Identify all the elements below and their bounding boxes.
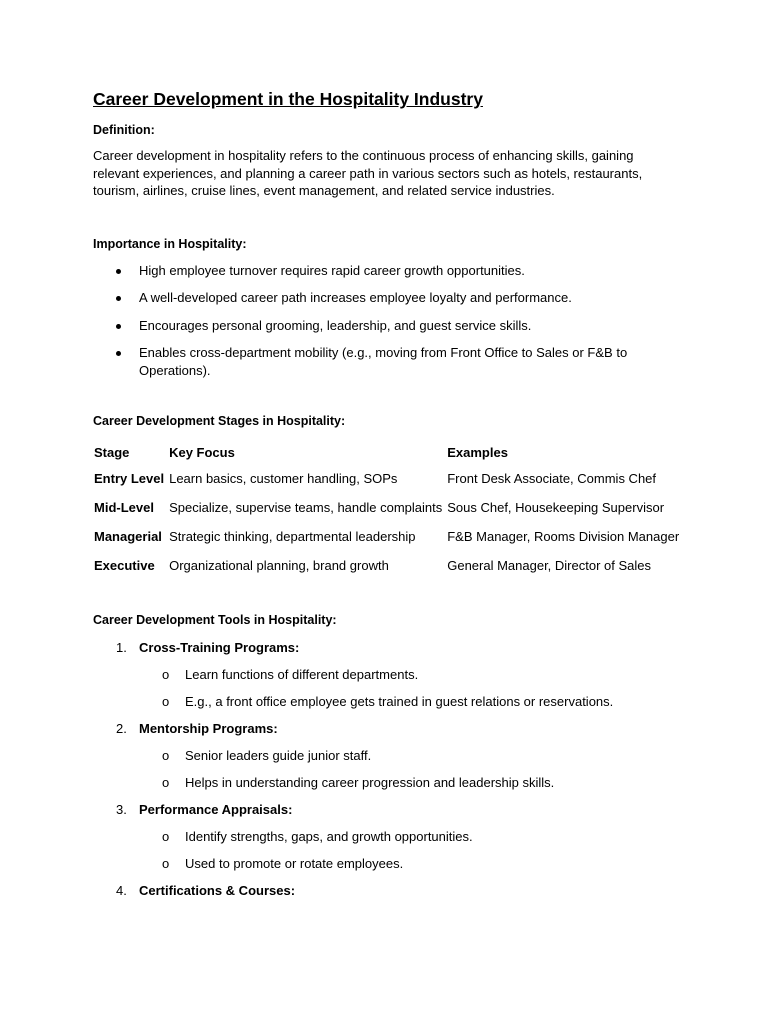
item-number: 2. [116,721,127,736]
document-title: Career Development in the Hospitality Industry [93,89,483,109]
circle-bullet-icon: o [162,694,170,709]
definition-text: Career development in hospitality refers to the continuous process of enhancing skills, gaining relevant experiences, and planning a career path in various sectors such as hotels, restaurants, tourism, airlines, cruise lines, event management, and related service industries. [93,148,643,198]
column-header-examples: Examples [447,444,508,460]
circle-bullet-icon: o [162,748,170,763]
stage-cell: Mid-Level [94,500,154,515]
focus-cell: Strategic thinking, departmental leadership [169,529,416,544]
tool-title: Performance Appraisals: [139,802,293,817]
tool-item [93,801,683,872]
tool-title: Certifications & Courses: [139,883,296,898]
table-row [93,522,683,551]
tool-item [93,720,683,791]
bullet-icon [116,296,121,301]
tool-title: Mentorship Programs: [139,721,278,736]
circle-bullet-icon: o [162,829,170,844]
tool-points [139,828,683,872]
bullet-icon [116,324,121,329]
table-row [93,551,683,580]
examples-cell: General Manager, Director of Sales [447,558,652,573]
importance-list [93,262,683,380]
tools-heading: Career Development Tools in Hospitality: [93,613,337,627]
list-item: High employee turnover requires rapid career growth opportunities. [93,262,683,280]
list-item: Enables cross-department mobility (e.g., moving from Front Office to Sales or F&B to Operations). [93,344,683,379]
list-item: o E.g., a front office employee gets trained in guest relations or reservations. [162,694,614,709]
focus-cell: Specialize, supervise teams, handle complaints [169,500,443,515]
tool-item [93,639,683,710]
focus-cell: Organizational planning, brand growth [169,558,389,573]
tool-points [139,666,683,710]
stages-heading: Career Development Stages in Hospitality: [93,414,346,428]
table-row [93,493,683,522]
tools-list [93,639,683,899]
column-header-key-focus: Key Focus [169,444,235,460]
item-number: 3. [116,802,127,817]
list-item: o Learn functions of different departments. [162,667,419,682]
examples-cell: Sous Chef, Housekeeping Supervisor [447,500,665,515]
circle-bullet-icon: o [162,856,170,871]
importance-heading: Importance in Hospitality: [93,236,247,251]
tool-item [93,882,683,899]
focus-cell: Learn basics, customer handling, SOPs [169,471,398,486]
circle-bullet-icon: o [162,775,170,790]
bullet-icon [116,269,121,274]
bullet-icon [116,351,121,356]
document-page [93,88,683,909]
stage-cell: Executive [94,558,155,573]
list-item: o Used to promote or rotate employees. [162,856,404,871]
list-item: o Identify strengths, gaps, and growth opportunities. [162,829,473,844]
examples-cell: F&B Manager, Rooms Division Manager [447,529,680,544]
tool-points [139,747,683,791]
stage-cell: Entry Level [94,471,165,486]
stages-table [93,440,683,580]
circle-bullet-icon: o [162,667,170,682]
item-number: 1. [116,640,127,655]
list-item: Encourages personal grooming, leadership, and guest service skills. [93,317,683,335]
item-number: 4. [116,883,127,898]
list-item: A well-developed career path increases employee loyalty and performance. [93,289,683,307]
examples-cell: Front Desk Associate, Commis Chef [447,471,657,486]
table-header-row [93,440,683,464]
list-item: o Helps in understanding career progression and leadership skills. [162,775,555,790]
definition-heading: Definition: [93,123,155,137]
stage-cell: Managerial [94,529,162,544]
list-item: o Senior leaders guide junior staff. [162,748,372,763]
table-row [93,464,683,493]
column-header-stage: Stage [94,444,130,460]
tool-title: Cross-Training Programs: [139,640,300,655]
